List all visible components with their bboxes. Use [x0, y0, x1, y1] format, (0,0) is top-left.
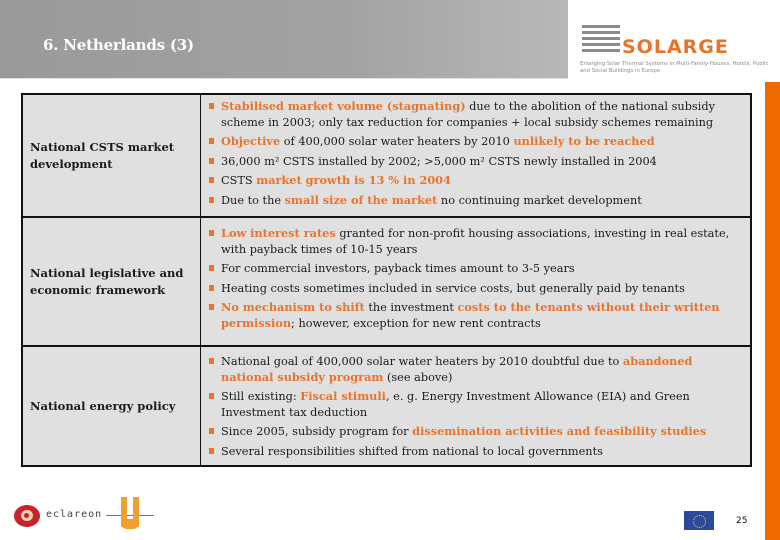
- page-number: 25: [736, 516, 748, 526]
- highlighted-text: No mechanism to shift: [221, 300, 365, 314]
- bullet-item: [209, 261, 744, 277]
- highlighted-text: unlikely to be reached: [513, 134, 655, 148]
- bullet-item: [209, 226, 744, 257]
- solarge-stripes-icon: [582, 25, 620, 55]
- row-label: National CSTS market development: [23, 95, 201, 216]
- highlighted-text: abandoned national subsidy program: [221, 354, 693, 384]
- bullet-text: For commercial investors, payback times amount to 3-5 years: [221, 262, 575, 275]
- eclareon-wordmark: eclareon: [46, 509, 103, 520]
- bullet-item: [209, 193, 744, 209]
- eclareon-spiral-icon: [14, 505, 40, 527]
- highlighted-text: small size of the market: [284, 192, 438, 207]
- bullet-text: Several responsibilities shifted from national to local governments: [221, 444, 603, 458]
- bullet-item: [209, 134, 744, 150]
- solarge-tagline: Enlarging Solar Thermal Systems in Multi-Family-Houses, Hotels, Public and Social Buildings in Europe: [580, 61, 769, 74]
- bullet-text: the investment: [364, 301, 458, 314]
- row-label: National legislative and economic framework: [23, 218, 201, 345]
- bullet-item: [209, 444, 744, 460]
- eu-stars-icon: [693, 515, 706, 528]
- bullet-item: [209, 154, 744, 170]
- row-bullets: [201, 347, 750, 465]
- bullet-item: [209, 389, 744, 420]
- bullet-text: (see above): [383, 370, 453, 384]
- bullet-text: CSTS: [221, 174, 257, 187]
- highlighted-text: Stabilised market volume (stagnating): [221, 99, 466, 113]
- bullet-text: Since 2005, subsidy program for: [221, 425, 413, 438]
- slide-header: [0, 0, 568, 79]
- side-accent-bar: [765, 82, 780, 540]
- bullet-text: Still existing:: [221, 390, 301, 403]
- highlighted-text: Low interest rates: [221, 226, 336, 240]
- bullet-text: National goal of 400,000 solar water heaters by 2010 doubtful due to: [221, 355, 623, 368]
- row-bullets: [201, 218, 750, 345]
- bullet-item: [209, 354, 744, 385]
- bullet-text: no continuing market development: [437, 193, 642, 207]
- bullet-text: Due to the: [221, 193, 285, 207]
- bullet-text: of 400,000 solar water heaters by 2010: [280, 135, 514, 148]
- highlighted-text: dissemination activities and feasibility studies: [412, 424, 707, 438]
- bullet-item: [209, 99, 744, 130]
- row-bullets: [201, 95, 750, 216]
- bullet-text: granted for non-profit housing associations, investing in real estate, with payback times of 10-15 years: [221, 227, 730, 256]
- bullet-item: [209, 173, 744, 189]
- highlighted-text: costs to the tenants without their written permission: [221, 300, 720, 330]
- bullet-text: , e. g. Energy Investment Allowance (EIA) and Green Investment tax deduction: [221, 390, 690, 419]
- eu-flag-icon: [684, 511, 714, 530]
- bullet-item: [209, 281, 744, 297]
- bullet-item: [209, 424, 744, 440]
- table-row: [23, 95, 750, 218]
- solarge-wordmark: SOLARGE: [622, 36, 729, 58]
- bullet-text: ; however, exception for new rent contracts: [291, 316, 541, 330]
- table-row: [23, 218, 750, 347]
- row-label: National energy policy: [23, 347, 201, 465]
- slide-title: 6. Netherlands (3): [43, 36, 194, 54]
- bullet-text: Heating costs sometimes included in service costs, but generally paid by tenants: [221, 281, 685, 295]
- highlighted-text: market growth is 13 % in 2004: [256, 173, 451, 187]
- bullet-item: [209, 300, 744, 331]
- bullet-text: 36,000 m² CSTS installed by 2002; >5,000 m² CSTS newly installed in 2004: [221, 154, 657, 168]
- solarge-logo: [580, 22, 770, 80]
- university-logo: [106, 497, 154, 533]
- highlighted-text: Objective: [221, 134, 281, 148]
- content-table: [21, 93, 752, 467]
- bullet-text: due to the abolition of the national subsidy scheme in 2003; only tax reduction for companies + local subsidy schemes remaining: [221, 100, 715, 129]
- table-row: [23, 347, 750, 465]
- highlighted-text: Fiscal stimuli: [300, 389, 386, 403]
